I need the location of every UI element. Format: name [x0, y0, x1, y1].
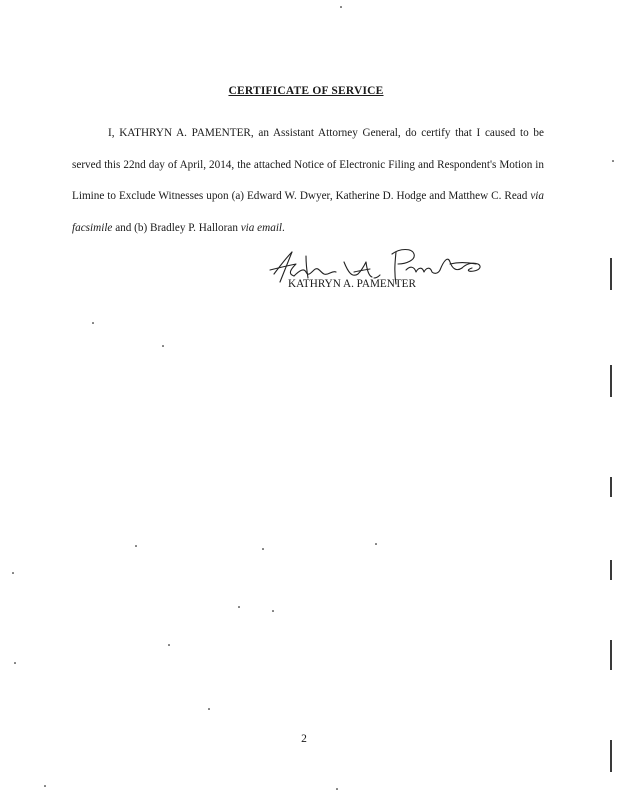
scan-speck — [168, 644, 170, 646]
via-facsimile-text: via facsimile — [72, 190, 544, 234]
certificate-body — [72, 118, 544, 244]
via-email-text: via email — [240, 221, 283, 234]
scan-speck — [12, 572, 14, 574]
scan-speck — [14, 662, 16, 664]
scan-margin-mark — [610, 258, 612, 290]
scan-margin-mark — [610, 560, 612, 580]
scan-margin-mark — [610, 477, 612, 497]
scan-speck — [208, 708, 210, 710]
scan-margin-mark — [610, 640, 612, 670]
paragraph-end: . — [282, 221, 285, 234]
certificate-paragraph — [72, 118, 544, 244]
scan-speck — [135, 545, 137, 547]
scan-speck — [612, 160, 614, 162]
scan-margin-mark — [610, 365, 612, 397]
page-number: 2 — [301, 733, 307, 745]
scan-speck — [340, 6, 342, 8]
scan-speck — [92, 322, 94, 324]
scan-speck — [262, 548, 264, 550]
paragraph-middle: and (b) Bradley P. Halloran — [112, 221, 241, 234]
certificate-title: CERTIFICATE OF SERVICE — [228, 85, 384, 97]
paragraph-intro: I, KATHRYN A. PAMENTER, an Assistant Attorney General, do certify that I caused to be served this 22nd day of April, 2014, the attached Notice of Electronic Filing and Respondent's Motion in Limine to Exclude Witnesses upon (a) Edward W. Dwyer, Katherine D. Hodge and Matthew C. Read — [72, 127, 544, 202]
scan-speck — [272, 610, 274, 612]
signatory-name: KATHRYN A. PAMENTER — [288, 278, 416, 290]
scan-speck — [375, 543, 377, 545]
scan-margin-mark — [610, 740, 612, 772]
scan-speck — [238, 606, 240, 608]
scan-speck — [162, 345, 164, 347]
scan-speck — [44, 785, 46, 787]
scan-speck — [336, 788, 338, 790]
